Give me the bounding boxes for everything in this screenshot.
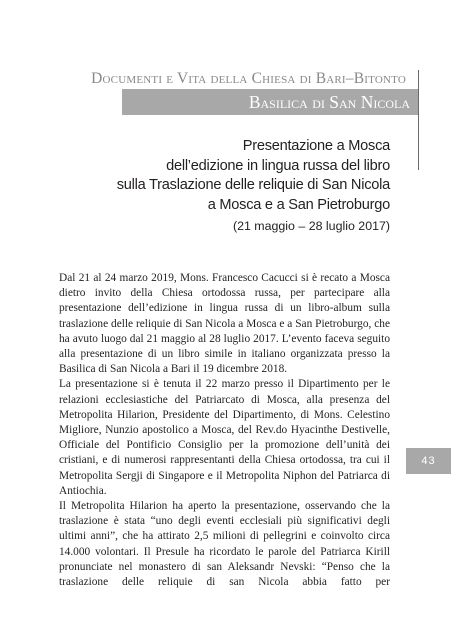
article-title-line: Presentazione a Mosca	[242, 138, 390, 154]
series-header: Documenti e Vita della Chiesa di Bari–Bitonto	[91, 70, 406, 87]
section-header-bar	[122, 89, 418, 115]
article-title-line: sulla Traslazione delle reliquie di San Nicola	[116, 177, 390, 194]
article-title-line: a Mosca e a San Pietroburgo	[207, 196, 390, 213]
article-date-range: (21 maggio – 28 luglio 2017)	[232, 219, 390, 234]
page-number: 43	[421, 455, 436, 467]
page-number-tab	[406, 448, 451, 474]
body-paragraph: Il Metropolita Hilarion ha aperto la presentazione, osservando che la traslazione è stata “uno degli eventi ecclesiali più significativi degli ultimi anni”, che ha attirato 2,5 milioni di pellegrini e coinvolto circa 14.000 volontari. Il Presule ha ricordato le parole del Patriarca Kirill pronunciate nel monastero di san Aleksandr Nevski: “Penso che la traslazione delle reliquie di san Nicola abbia fatto per	[59, 500, 390, 589]
article-body	[59, 271, 390, 590]
body-paragraph: Dal 21 al 24 marzo 2019, Mons. Francesco Cacucci si è recato a Mosca dietro invito della Chiesa ortodossa russa, per partecipare alla presentazione dell’edizione in lingua russa di un libro-album sulla traslazione delle reliquie di San Nicola a Mosca e a San Pietroburgo, che ha avuto luogo dal 21 maggio al 28 luglio 2017. L’evento faceva seguito alla presentazione di un libro simile in italiano organizzata presso la Basilica di San Nicola a Bari il 19 dicembre 2018.	[59, 272, 390, 376]
body-paragraph: La presentazione si è tenuta il 22 marzo presso il Dipartimento per le relazioni ecclesiastiche del Patriarcato di Mosca, alla presenza del Metropolita Hilarion, Presidente del Dipartimento, di Mons. Celestino Migliore, Nunzio apostolico a Mosca, del Rev.do Hyacinthe Destivelle, Officiale del Pontificio Consiglio per la promozione dell’unità dei cristiani, e di numerosi rappresentanti della Chiesa ortodossa, tra cui il Metropolita Sergji di Singapore e il Metropolita Niphon del Patriarca di Antiochia.	[59, 378, 390, 497]
article-title-line: dell’edizione in lingua russa del libro	[166, 157, 390, 174]
article-title-block	[60, 137, 390, 234]
section-title: Basilica di San Nicola	[248, 92, 410, 112]
header-vertical-rule	[418, 70, 419, 170]
